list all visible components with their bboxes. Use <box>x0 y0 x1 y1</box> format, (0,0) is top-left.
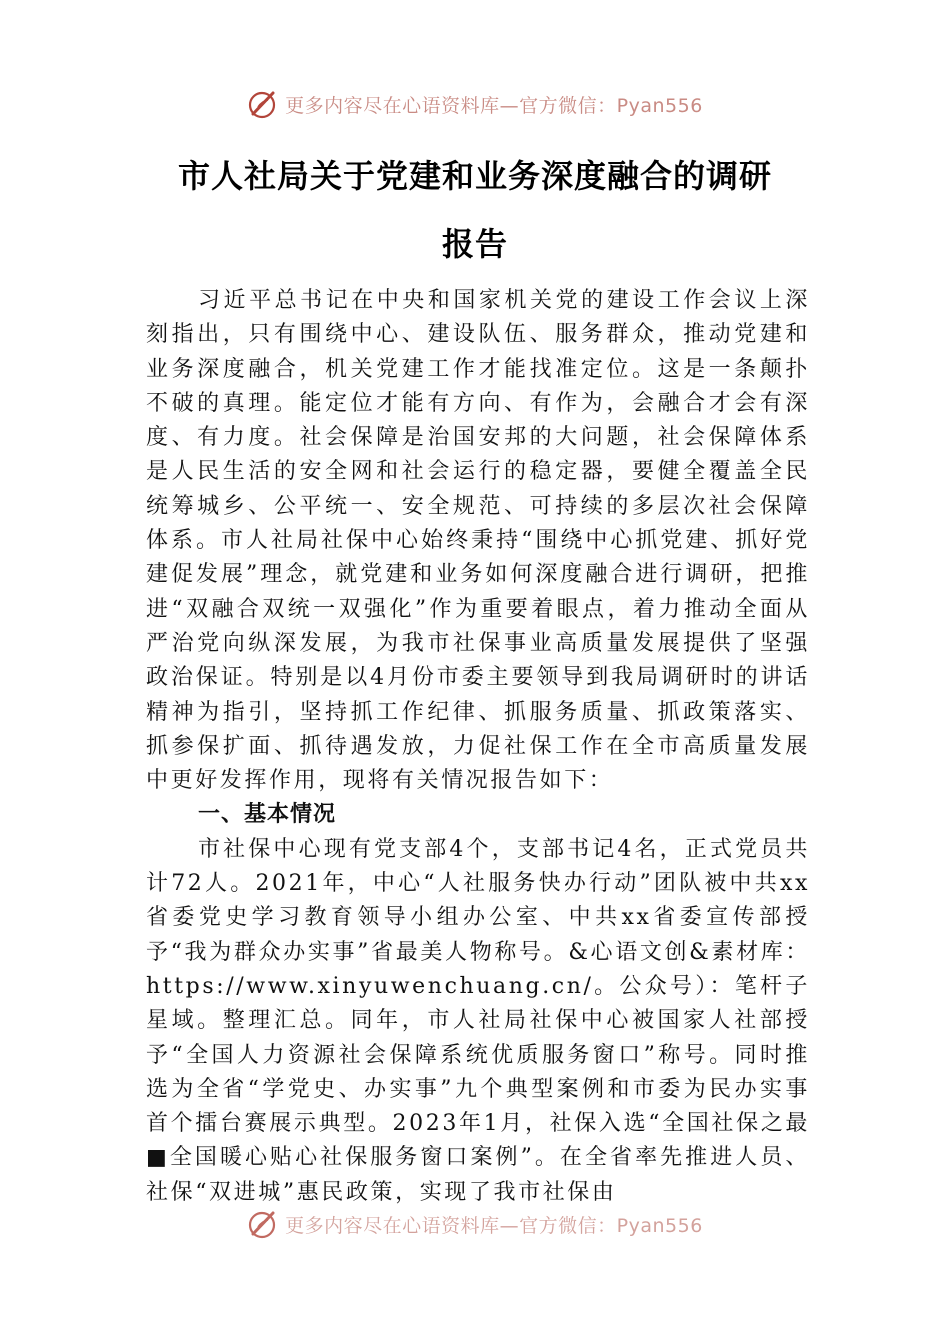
paragraph-intro: 习近平总书记在中央和国家机关党的建设工作会议上深刻指出，只有围绕中心、建设队伍、服务群众，推动党建和业务深度融合，机关党建工作才能找准定位。这是一条颠扑不破的真理。能定位才能有方向、有作为，会融合才会有深度、有力度。社会保障是治国安邦的大问题，社会保障体系是人民生活的安全网和社会运行的稳定器，要健全覆盖全民统筹城乡、公平统一、安全规范、可持续的多层次社会保障体系。市人社局社保中心始终秉持“围绕中心抓党建、抓好党建促发展”理念，就党建和业务如何深度融合进行调研，把推进“双融合双统一双强化”作为重要着眼点，着力推动全面从严治党向纵深发展，为我市社保事业高质量发展提供了坚强政治保证。特别是以4月份市委主要领导到我局调研时的讲话精神为指引，坚持抓工作纪律、抓服务质量、抓政策落实、抓参保扩面、抓待遇发放，力促社保工作在全市高质量发展中更好发挥作用，现将有关情况报告如下： <box>146 288 810 794</box>
section-heading-basic-situation: 一、基本情况 <box>198 802 337 828</box>
pen-logo-icon <box>247 1208 279 1240</box>
document-title-line2: 报告 <box>441 225 508 263</box>
watermark-header <box>0 86 950 122</box>
watermark-text: 更多内容尽在心语资料库—官方微信：Pyan556 <box>285 94 703 117</box>
document-title-line1: 市人社局关于党建和业务深度融合的调研 <box>177 157 772 195</box>
watermark-footer <box>0 1206 950 1242</box>
pen-logo-icon <box>247 88 279 120</box>
watermark-text: 更多内容尽在心语资料库—官方微信：Pyan556 <box>285 1214 703 1237</box>
document-body <box>146 284 810 1210</box>
paragraph-basic-situation: 市社保中心现有党支部4个，支部书记4名，正式党员共计72人。2021年，中心“人社服务快办行动”团队被中共xx省委党史学习教育领导小组办公室、中共xx省委宣传部授予“我为群众办实事”省最美人物称号。&心语文创&素材库：https://www.xinyuwenchuang.cn/。公众号）：笔杆子星域。整理汇总。同年，市人社局社保中心被国家人社部授予“全国人力资源社会保障系统优质服务窗口”称号。同时推选为全省“学党史、办实事”九个典型案例和市委为民办实事首个擂台赛展示典型。2023年1月，社保入选“全国社保之最■全国暖心贴心社保服务窗口案例”。在全省率先推进人员、社保“双进城”惠民政策，实现了我市社保由 <box>146 836 810 1205</box>
